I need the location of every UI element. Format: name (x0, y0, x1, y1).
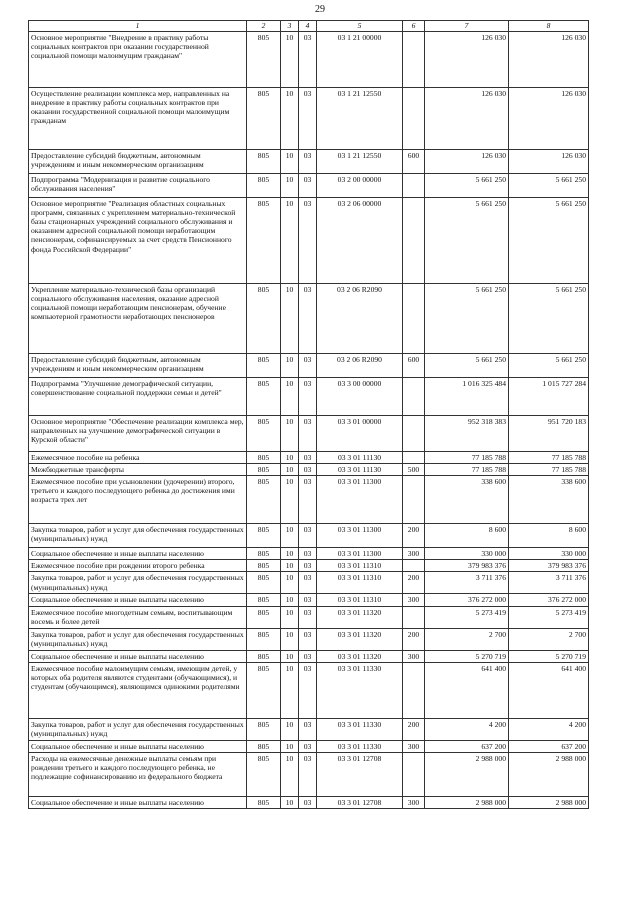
table-row (29, 524, 589, 548)
amount-year1-cell: 5 270 719 (425, 650, 509, 662)
section-code-cell: 10 (281, 650, 299, 662)
item-name-cell: Ежемесячное пособие многодетным семьям, воспитывающим восемь и более детей (29, 606, 247, 628)
target-article-cell: 03 3 01 11300 (317, 476, 403, 524)
amount-year1-cell: 126 030 (425, 88, 509, 150)
section-code-cell: 10 (281, 796, 299, 808)
subsection-code-cell: 03 (299, 378, 317, 416)
expense-type-cell: 600 (403, 354, 425, 378)
ministry-code-cell: 805 (247, 150, 281, 174)
section-code-cell: 10 (281, 752, 299, 796)
section-code-cell: 10 (281, 464, 299, 476)
subsection-code-cell: 03 (299, 198, 317, 284)
table-row (29, 548, 589, 560)
ministry-code-cell: 805 (247, 662, 281, 718)
section-code-cell: 10 (281, 452, 299, 464)
target-article-cell: 03 3 01 11330 (317, 662, 403, 718)
column-header: 6 (403, 21, 425, 32)
table-row (29, 740, 589, 752)
table-row (29, 650, 589, 662)
target-article-cell: 03 3 00 00000 (317, 378, 403, 416)
ministry-code-cell: 805 (247, 796, 281, 808)
expense-type-cell (403, 560, 425, 572)
item-name-cell: Социальное обеспечение и иные выплаты населению (29, 548, 247, 560)
ministry-code-cell: 805 (247, 32, 281, 88)
expense-type-cell: 300 (403, 548, 425, 560)
section-code-cell: 10 (281, 378, 299, 416)
item-name-cell: Ежемесячное пособие при рождении второго ребенка (29, 560, 247, 572)
amount-year2-cell: 637 200 (509, 740, 589, 752)
subsection-code-cell: 03 (299, 464, 317, 476)
target-article-cell: 03 3 01 11300 (317, 524, 403, 548)
expense-type-cell: 300 (403, 740, 425, 752)
ministry-code-cell: 805 (247, 198, 281, 284)
amount-year2-cell: 2 988 000 (509, 796, 589, 808)
amount-year2-cell: 5 661 250 (509, 174, 589, 198)
section-code-cell: 10 (281, 416, 299, 452)
table-row (29, 416, 589, 452)
subsection-code-cell: 03 (299, 524, 317, 548)
amount-year2-cell: 5 273 419 (509, 606, 589, 628)
ministry-code-cell: 805 (247, 452, 281, 464)
amount-year2-cell: 126 030 (509, 32, 589, 88)
target-article-cell: 03 3 01 11130 (317, 452, 403, 464)
amount-year2-cell: 2 988 000 (509, 752, 589, 796)
item-name-cell: Социальное обеспечение и иные выплаты населению (29, 650, 247, 662)
item-name-cell: Социальное обеспечение и иные выплаты населению (29, 594, 247, 606)
section-code-cell: 10 (281, 150, 299, 174)
item-name-cell: Ежемесячное пособие малоимущим семьям, имеющим детей, у которых оба родителя являются студентами (обучающимися), и студентам (обучающимся), являющимся одинокими родителями (29, 662, 247, 718)
column-header: 1 (29, 21, 247, 32)
amount-year1-cell: 8 600 (425, 524, 509, 548)
table-row (29, 572, 589, 594)
target-article-cell: 03 3 01 11330 (317, 718, 403, 740)
amount-year2-cell: 8 600 (509, 524, 589, 548)
table-row (29, 198, 589, 284)
section-code-cell: 10 (281, 198, 299, 284)
amount-year2-cell: 379 983 376 (509, 560, 589, 572)
amount-year2-cell: 3 711 376 (509, 572, 589, 594)
column-number-row (29, 21, 589, 32)
page-number: 29 (315, 4, 325, 15)
item-name-cell: Закупка товаров, работ и услуг для обеспечения государственных (муниципальных) нужд (29, 628, 247, 650)
section-code-cell: 10 (281, 354, 299, 378)
column-header: 5 (317, 21, 403, 32)
ministry-code-cell: 805 (247, 606, 281, 628)
ministry-code-cell: 805 (247, 524, 281, 548)
section-code-cell: 10 (281, 476, 299, 524)
item-name-cell: Предоставление субсидий бюджетным, автономным учреждениям и иным некоммерческим организациям (29, 354, 247, 378)
amount-year1-cell: 5 661 250 (425, 354, 509, 378)
ministry-code-cell: 805 (247, 628, 281, 650)
column-header: 3 (281, 21, 299, 32)
expense-type-cell: 200 (403, 572, 425, 594)
ministry-code-cell: 805 (247, 416, 281, 452)
amount-year1-cell: 338 600 (425, 476, 509, 524)
item-name-cell: Ежемесячное пособие при усыновлении (удочерении) второго, третьего и каждого последующего ребенка до достижения ими возраста трех лет (29, 476, 247, 524)
subsection-code-cell: 03 (299, 594, 317, 606)
budget-table (28, 20, 589, 809)
item-name-cell: Ежемесячное пособие на ребенка (29, 452, 247, 464)
amount-year2-cell: 126 030 (509, 150, 589, 174)
amount-year1-cell: 126 030 (425, 32, 509, 88)
column-header: 7 (425, 21, 509, 32)
subsection-code-cell: 03 (299, 606, 317, 628)
target-article-cell: 03 2 06 00000 (317, 198, 403, 284)
table-row (29, 464, 589, 476)
ministry-code-cell: 805 (247, 476, 281, 524)
table-row (29, 284, 589, 354)
ministry-code-cell: 805 (247, 650, 281, 662)
subsection-code-cell: 03 (299, 548, 317, 560)
expense-type-cell: 300 (403, 650, 425, 662)
table-row (29, 560, 589, 572)
amount-year2-cell: 641 400 (509, 662, 589, 718)
table-row (29, 718, 589, 740)
expense-type-cell (403, 752, 425, 796)
amount-year1-cell: 77 185 788 (425, 452, 509, 464)
target-article-cell: 03 2 00 00000 (317, 174, 403, 198)
subsection-code-cell: 03 (299, 476, 317, 524)
expense-type-cell: 600 (403, 150, 425, 174)
ministry-code-cell: 805 (247, 594, 281, 606)
target-article-cell: 03 3 01 11310 (317, 560, 403, 572)
amount-year2-cell: 376 272 000 (509, 594, 589, 606)
subsection-code-cell: 03 (299, 740, 317, 752)
section-code-cell: 10 (281, 548, 299, 560)
amount-year1-cell: 379 983 376 (425, 560, 509, 572)
amount-year2-cell: 330 000 (509, 548, 589, 560)
amount-year1-cell: 637 200 (425, 740, 509, 752)
expense-type-cell (403, 452, 425, 464)
section-code-cell: 10 (281, 560, 299, 572)
amount-year1-cell: 952 318 383 (425, 416, 509, 452)
amount-year1-cell: 4 200 (425, 718, 509, 740)
amount-year1-cell: 330 000 (425, 548, 509, 560)
section-code-cell: 10 (281, 572, 299, 594)
target-article-cell: 03 3 01 11320 (317, 650, 403, 662)
section-code-cell: 10 (281, 628, 299, 650)
table-row (29, 150, 589, 174)
ministry-code-cell: 805 (247, 740, 281, 752)
amount-year2-cell: 5 270 719 (509, 650, 589, 662)
ministry-code-cell: 805 (247, 560, 281, 572)
amount-year1-cell: 2 700 (425, 628, 509, 650)
item-name-cell: Социальное обеспечение и иные выплаты населению (29, 796, 247, 808)
expense-type-cell (403, 198, 425, 284)
subsection-code-cell: 03 (299, 354, 317, 378)
expense-type-cell: 300 (403, 594, 425, 606)
column-header: 2 (247, 21, 281, 32)
table-row (29, 796, 589, 808)
target-article-cell: 03 1 21 12550 (317, 88, 403, 150)
amount-year2-cell: 951 720 183 (509, 416, 589, 452)
subsection-code-cell: 03 (299, 752, 317, 796)
item-name-cell: Межбюджетные трансферты (29, 464, 247, 476)
section-code-cell: 10 (281, 594, 299, 606)
item-name-cell: Социальное обеспечение и иные выплаты населению (29, 740, 247, 752)
section-code-cell: 10 (281, 718, 299, 740)
item-name-cell: Основное мероприятие "Внедрение в практику работы социальных контрактов при оказании государственной социальной помощи малоимущим гражданам" (29, 32, 247, 88)
table-row (29, 378, 589, 416)
item-name-cell: Закупка товаров, работ и услуг для обеспечения государственных (муниципальных) нужд (29, 524, 247, 548)
amount-year1-cell: 641 400 (425, 662, 509, 718)
ministry-code-cell: 805 (247, 284, 281, 354)
section-code-cell: 10 (281, 524, 299, 548)
ministry-code-cell: 805 (247, 752, 281, 796)
target-article-cell: 03 3 01 11330 (317, 740, 403, 752)
table-row (29, 662, 589, 718)
amount-year2-cell: 2 700 (509, 628, 589, 650)
ministry-code-cell: 805 (247, 548, 281, 560)
amount-year1-cell: 126 030 (425, 150, 509, 174)
target-article-cell: 03 3 01 11130 (317, 464, 403, 476)
expense-type-cell: 200 (403, 718, 425, 740)
expense-type-cell (403, 606, 425, 628)
column-header: 4 (299, 21, 317, 32)
subsection-code-cell: 03 (299, 88, 317, 150)
column-header: 8 (509, 21, 589, 32)
amount-year1-cell: 2 988 000 (425, 796, 509, 808)
expense-type-cell: 500 (403, 464, 425, 476)
target-article-cell: 03 3 01 12708 (317, 796, 403, 808)
subsection-code-cell: 03 (299, 628, 317, 650)
table-row (29, 476, 589, 524)
amount-year1-cell: 3 711 376 (425, 572, 509, 594)
section-code-cell: 10 (281, 284, 299, 354)
ministry-code-cell: 805 (247, 88, 281, 150)
table-row (29, 628, 589, 650)
expense-type-cell (403, 32, 425, 88)
subsection-code-cell: 03 (299, 174, 317, 198)
subsection-code-cell: 03 (299, 662, 317, 718)
item-name-cell: Закупка товаров, работ и услуг для обеспечения государственных (муниципальных) нужд (29, 572, 247, 594)
subsection-code-cell: 03 (299, 718, 317, 740)
subsection-code-cell: 03 (299, 572, 317, 594)
item-name-cell: Подпрограмма "Модернизация и развитие социального обслуживания населения" (29, 174, 247, 198)
subsection-code-cell: 03 (299, 32, 317, 88)
table-row (29, 174, 589, 198)
ministry-code-cell: 805 (247, 572, 281, 594)
item-name-cell: Предоставление субсидий бюджетным, автономным учреждениям и иным некоммерческим организациям (29, 150, 247, 174)
section-code-cell: 10 (281, 606, 299, 628)
ministry-code-cell: 805 (247, 378, 281, 416)
expense-type-cell (403, 284, 425, 354)
target-article-cell: 03 3 01 11310 (317, 594, 403, 606)
item-name-cell: Закупка товаров, работ и услуг для обеспечения государственных (муниципальных) нужд (29, 718, 247, 740)
target-article-cell: 03 3 01 11310 (317, 572, 403, 594)
item-name-cell: Расходы на ежемесячные денежные выплаты семьям при рождении третьего и каждого последующего ребенка, не подлежащие софинансированию из федерального бюджета (29, 752, 247, 796)
target-article-cell: 03 3 01 11320 (317, 628, 403, 650)
ministry-code-cell: 805 (247, 718, 281, 740)
table-row (29, 354, 589, 378)
ministry-code-cell: 805 (247, 464, 281, 476)
target-article-cell: 03 1 21 12550 (317, 150, 403, 174)
expense-type-cell (403, 476, 425, 524)
amount-year2-cell: 4 200 (509, 718, 589, 740)
amount-year1-cell: 77 185 788 (425, 464, 509, 476)
table-row (29, 606, 589, 628)
subsection-code-cell: 03 (299, 150, 317, 174)
subsection-code-cell: 03 (299, 416, 317, 452)
section-code-cell: 10 (281, 32, 299, 88)
amount-year2-cell: 338 600 (509, 476, 589, 524)
table-row (29, 594, 589, 606)
expense-type-cell: 300 (403, 796, 425, 808)
amount-year2-cell: 77 185 788 (509, 464, 589, 476)
amount-year1-cell: 5 661 250 (425, 284, 509, 354)
ministry-code-cell: 805 (247, 354, 281, 378)
ministry-code-cell: 805 (247, 174, 281, 198)
target-article-cell: 03 2 06 R2090 (317, 284, 403, 354)
item-name-cell: Основное мероприятие "Реализация областных социальных программ, связанных с укреплением материально-технической базы стационарных учреждений социального обслуживания и оказанием адресной социальной помощи неработающим пенсионерам, софинансируемых за счет средств Пенсионного фонда Российской Федерации" (29, 198, 247, 284)
amount-year1-cell: 1 016 325 484 (425, 378, 509, 416)
item-name-cell: Подпрограмма "Улучшение демографической ситуации, совершенствование социальной поддержки семьи и детей" (29, 378, 247, 416)
table-row (29, 452, 589, 464)
expense-type-cell (403, 416, 425, 452)
table-row (29, 88, 589, 150)
section-code-cell: 10 (281, 174, 299, 198)
subsection-code-cell: 03 (299, 452, 317, 464)
section-code-cell: 10 (281, 662, 299, 718)
expense-type-cell: 200 (403, 524, 425, 548)
subsection-code-cell: 03 (299, 284, 317, 354)
amount-year1-cell: 5 273 419 (425, 606, 509, 628)
target-article-cell: 03 2 06 R2090 (317, 354, 403, 378)
target-article-cell: 03 3 01 11320 (317, 606, 403, 628)
target-article-cell: 03 1 21 00000 (317, 32, 403, 88)
amount-year2-cell: 77 185 788 (509, 452, 589, 464)
amount-year2-cell: 126 030 (509, 88, 589, 150)
expense-type-cell: 200 (403, 628, 425, 650)
target-article-cell: 03 3 01 12708 (317, 752, 403, 796)
target-article-cell: 03 3 01 11300 (317, 548, 403, 560)
table-body (29, 32, 589, 809)
amount-year2-cell: 1 015 727 284 (509, 378, 589, 416)
subsection-code-cell: 03 (299, 560, 317, 572)
amount-year2-cell: 5 661 250 (509, 198, 589, 284)
amount-year2-cell: 5 661 250 (509, 284, 589, 354)
item-name-cell: Основное мероприятие "Обеспечение реализации комплекса мер, направленных на улучшение демографической ситуации в Курской области" (29, 416, 247, 452)
amount-year2-cell: 5 661 250 (509, 354, 589, 378)
item-name-cell: Осуществление реализации комплекса мер, направленных на внедрение в практику работы социальных контрактов при оказании государственной социальной помощи малоимущим гражданам (29, 88, 247, 150)
amount-year1-cell: 376 272 000 (425, 594, 509, 606)
amount-year1-cell: 5 661 250 (425, 174, 509, 198)
item-name-cell: Укрепление материально-технической базы организаций социального обслуживания населения, оказание адресной социальной помощи неработающим пенсионерам, обучение компьютерной грамотности неработающих пенсионеров (29, 284, 247, 354)
expense-type-cell (403, 378, 425, 416)
section-code-cell: 10 (281, 740, 299, 752)
expense-type-cell (403, 88, 425, 150)
amount-year1-cell: 2 988 000 (425, 752, 509, 796)
target-article-cell: 03 3 01 00000 (317, 416, 403, 452)
subsection-code-cell: 03 (299, 650, 317, 662)
amount-year1-cell: 5 661 250 (425, 198, 509, 284)
expense-type-cell (403, 174, 425, 198)
section-code-cell: 10 (281, 88, 299, 150)
table-row (29, 32, 589, 88)
table-row (29, 752, 589, 796)
subsection-code-cell: 03 (299, 796, 317, 808)
expense-type-cell (403, 662, 425, 718)
